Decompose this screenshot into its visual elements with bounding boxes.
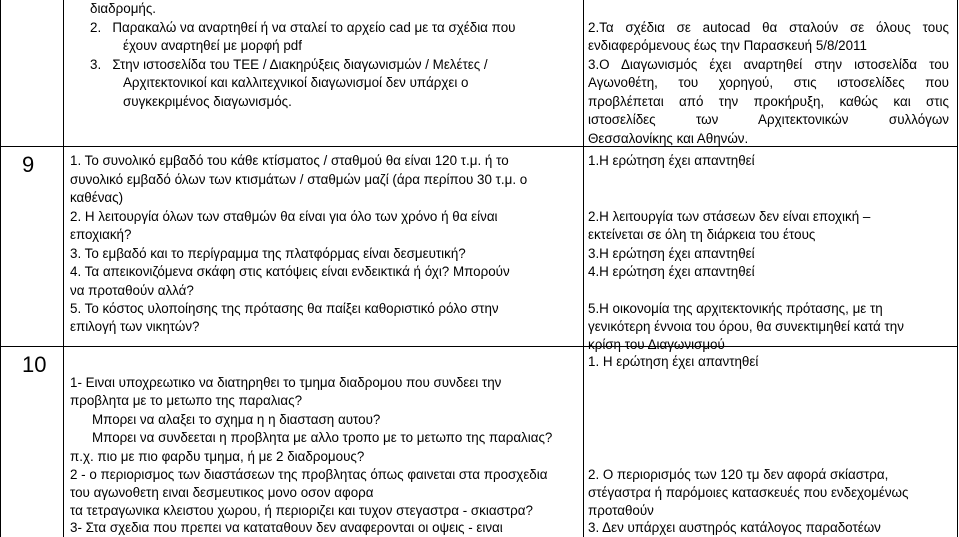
question-line: 5. Το κόστος υλοποίησης της πρότασης θα παίξει καθοριστικό ρόλο στην [70,301,499,316]
question-line: συνολικό εμβαδό όλων των κτισμάτων / σταθμών μαζί (άρα περίπου 30 τ.μ. ο [70,172,528,187]
question-line: να προταθούν αλλά? [70,283,194,298]
question-line: Μπορει να συνδεεται η προβλητα με αλλο τροπο με το μετωπο της παραλιας? [92,430,553,445]
question-line: επιλογή των νικητών? [70,319,200,334]
answer-line: 3.Η ερώτηση έχει απαντηθεί [588,246,755,261]
answer-line: προβλέπεται από την προκήρυξη, καθώς και στις [588,94,949,109]
table-left-border [0,0,1,537]
answer-line: ενδιαφερόμενους έως την Παρασκευή 5/8/2011 [588,38,867,53]
question-line: 1- Ειναι υποχρεωτικο να διατηρηθει το τμημα διαδρομου που συνδεει την [70,375,502,390]
question-line: π.χ. πιο με πιο φαρδυ τμημα, ή με 2 διαδρομους? [70,449,365,464]
answer-line: Αγωνοθέτη, του χορηγού, στις ιστοσελίδες που [588,75,949,90]
row-divider-9 [0,146,958,147]
question-line: Αρχιτεκτονικοί και καλλιτεχνικοί διαγωνισμοί δεν υπάρχει ο [123,75,469,90]
question-line: 2. Η λειτουργία όλων των σταθμών θα είναι για όλο των χρόνο ή θα είναι [70,209,498,224]
question-line: καθένας) [70,190,124,205]
question-line: διαδρομής. [90,1,157,16]
answer-line: στέγαστρα ή παρόμοιες κατασκευές που ενδεχομένως [588,485,909,500]
question-line: 3. Το εμβαδό και το περίγραμμα της πλατφόρμας είναι δεσμευτική? [70,246,466,261]
question-line: 2. Παρακαλώ να αναρτηθεί ή να σταλεί το αρχείο cad με τα σχέδια που [90,20,516,35]
number-column-divider [63,0,64,537]
answer-line: 2.Η λειτουργία των στάσεων δεν είναι εποχική – [588,209,871,224]
question-line: 4. Τα απεικονιζόμενα σκάφη στις κατόψεις είναι ενδεικτικά ή όχι? Μπορούν [70,264,510,279]
answer-line: 1. Η ερώτηση έχει απαντηθεί [588,354,759,369]
question-line: τα τετραγωνικα κλειστου χωρου, ή περιοριζει και τυχον στεγαστρα - σκιαστρα? [70,503,533,518]
answer-line: 2. Ο περιορισμός των 120 τμ δεν αφορά σκίαστρα, [588,467,889,482]
question-line: Μπορει να αλαξει το σχημα η η διασταση αυτου? [92,412,381,427]
question-line: συγκεκριμένος διαγωνισμός. [123,94,292,109]
question-line: του αγωνοθετη ειναι δεσμευτικος μονο οσον αφορα [70,485,374,500]
answer-line: ιστοσελίδες των Αρχιτεκτονικών συλλόγων [588,112,949,127]
question-line: προβλητα με το μετωπο της παραλιας? [70,393,303,408]
answer-line: 1.Η ερώτηση έχει απαντηθεί [588,153,755,168]
table-right-border [957,0,958,537]
question-line: 3. Στην ιστοσελίδα του ΤΕΕ / Διακηρύξεις διαγωνισμών / Μελέτες / [90,57,488,72]
answer-line: εκτείνεται σε όλη τη διάρκεια του έτους [588,227,816,242]
answer-line: προταθούν [588,503,654,518]
row-number-9: 9 [22,152,35,177]
answer-line: κρίση του Διαγωνισμού [588,337,725,352]
answer-line: γενικότερη έννοια του όρου, θα συνεκτιμηθεί κατά την [588,319,904,334]
answer-line: 3. Δεν υπάρχει αυστηρός κατάλογος παραδοτέων [588,520,881,535]
question-line: έχουν αναρτηθεί με μορφή pdf [123,38,302,53]
row-number-10: 10 [22,352,47,377]
answer-column-divider [583,0,584,537]
answer-line: Θεσσαλονίκης και Αθηνών. [588,131,749,146]
question-line: 2 - ο περιορισμος των διαστάσεων της προβλητας όπως φαινεται στα προσχεδια [70,467,548,482]
row-divider-10 [0,346,958,347]
answer-line: 5.Η οικονομία της αρχιτεκτονικής πρότασης, με τη [588,301,883,316]
question-line: 3- Στα σχεδια που πρεπει να καταταθουν δεν αναφερονται οι οψεις - ειναι [70,520,503,535]
question-line: 1. Το συνολικό εμβαδό του κάθε κτίσματος / σταθμού θα είναι 120 τ.μ. ή το [70,153,509,168]
answer-line: 2.Τα σχέδια σε autocad θα σταλούν σε όλους τους [588,20,949,35]
answer-line: 3.Ο Διαγωνισμός έχει αναρτηθεί στην ιστοσελίδα του [588,57,949,72]
answer-line: 4.Η ερώτηση έχει απαντηθεί [588,264,755,279]
question-line: εποχιακή? [70,227,132,242]
